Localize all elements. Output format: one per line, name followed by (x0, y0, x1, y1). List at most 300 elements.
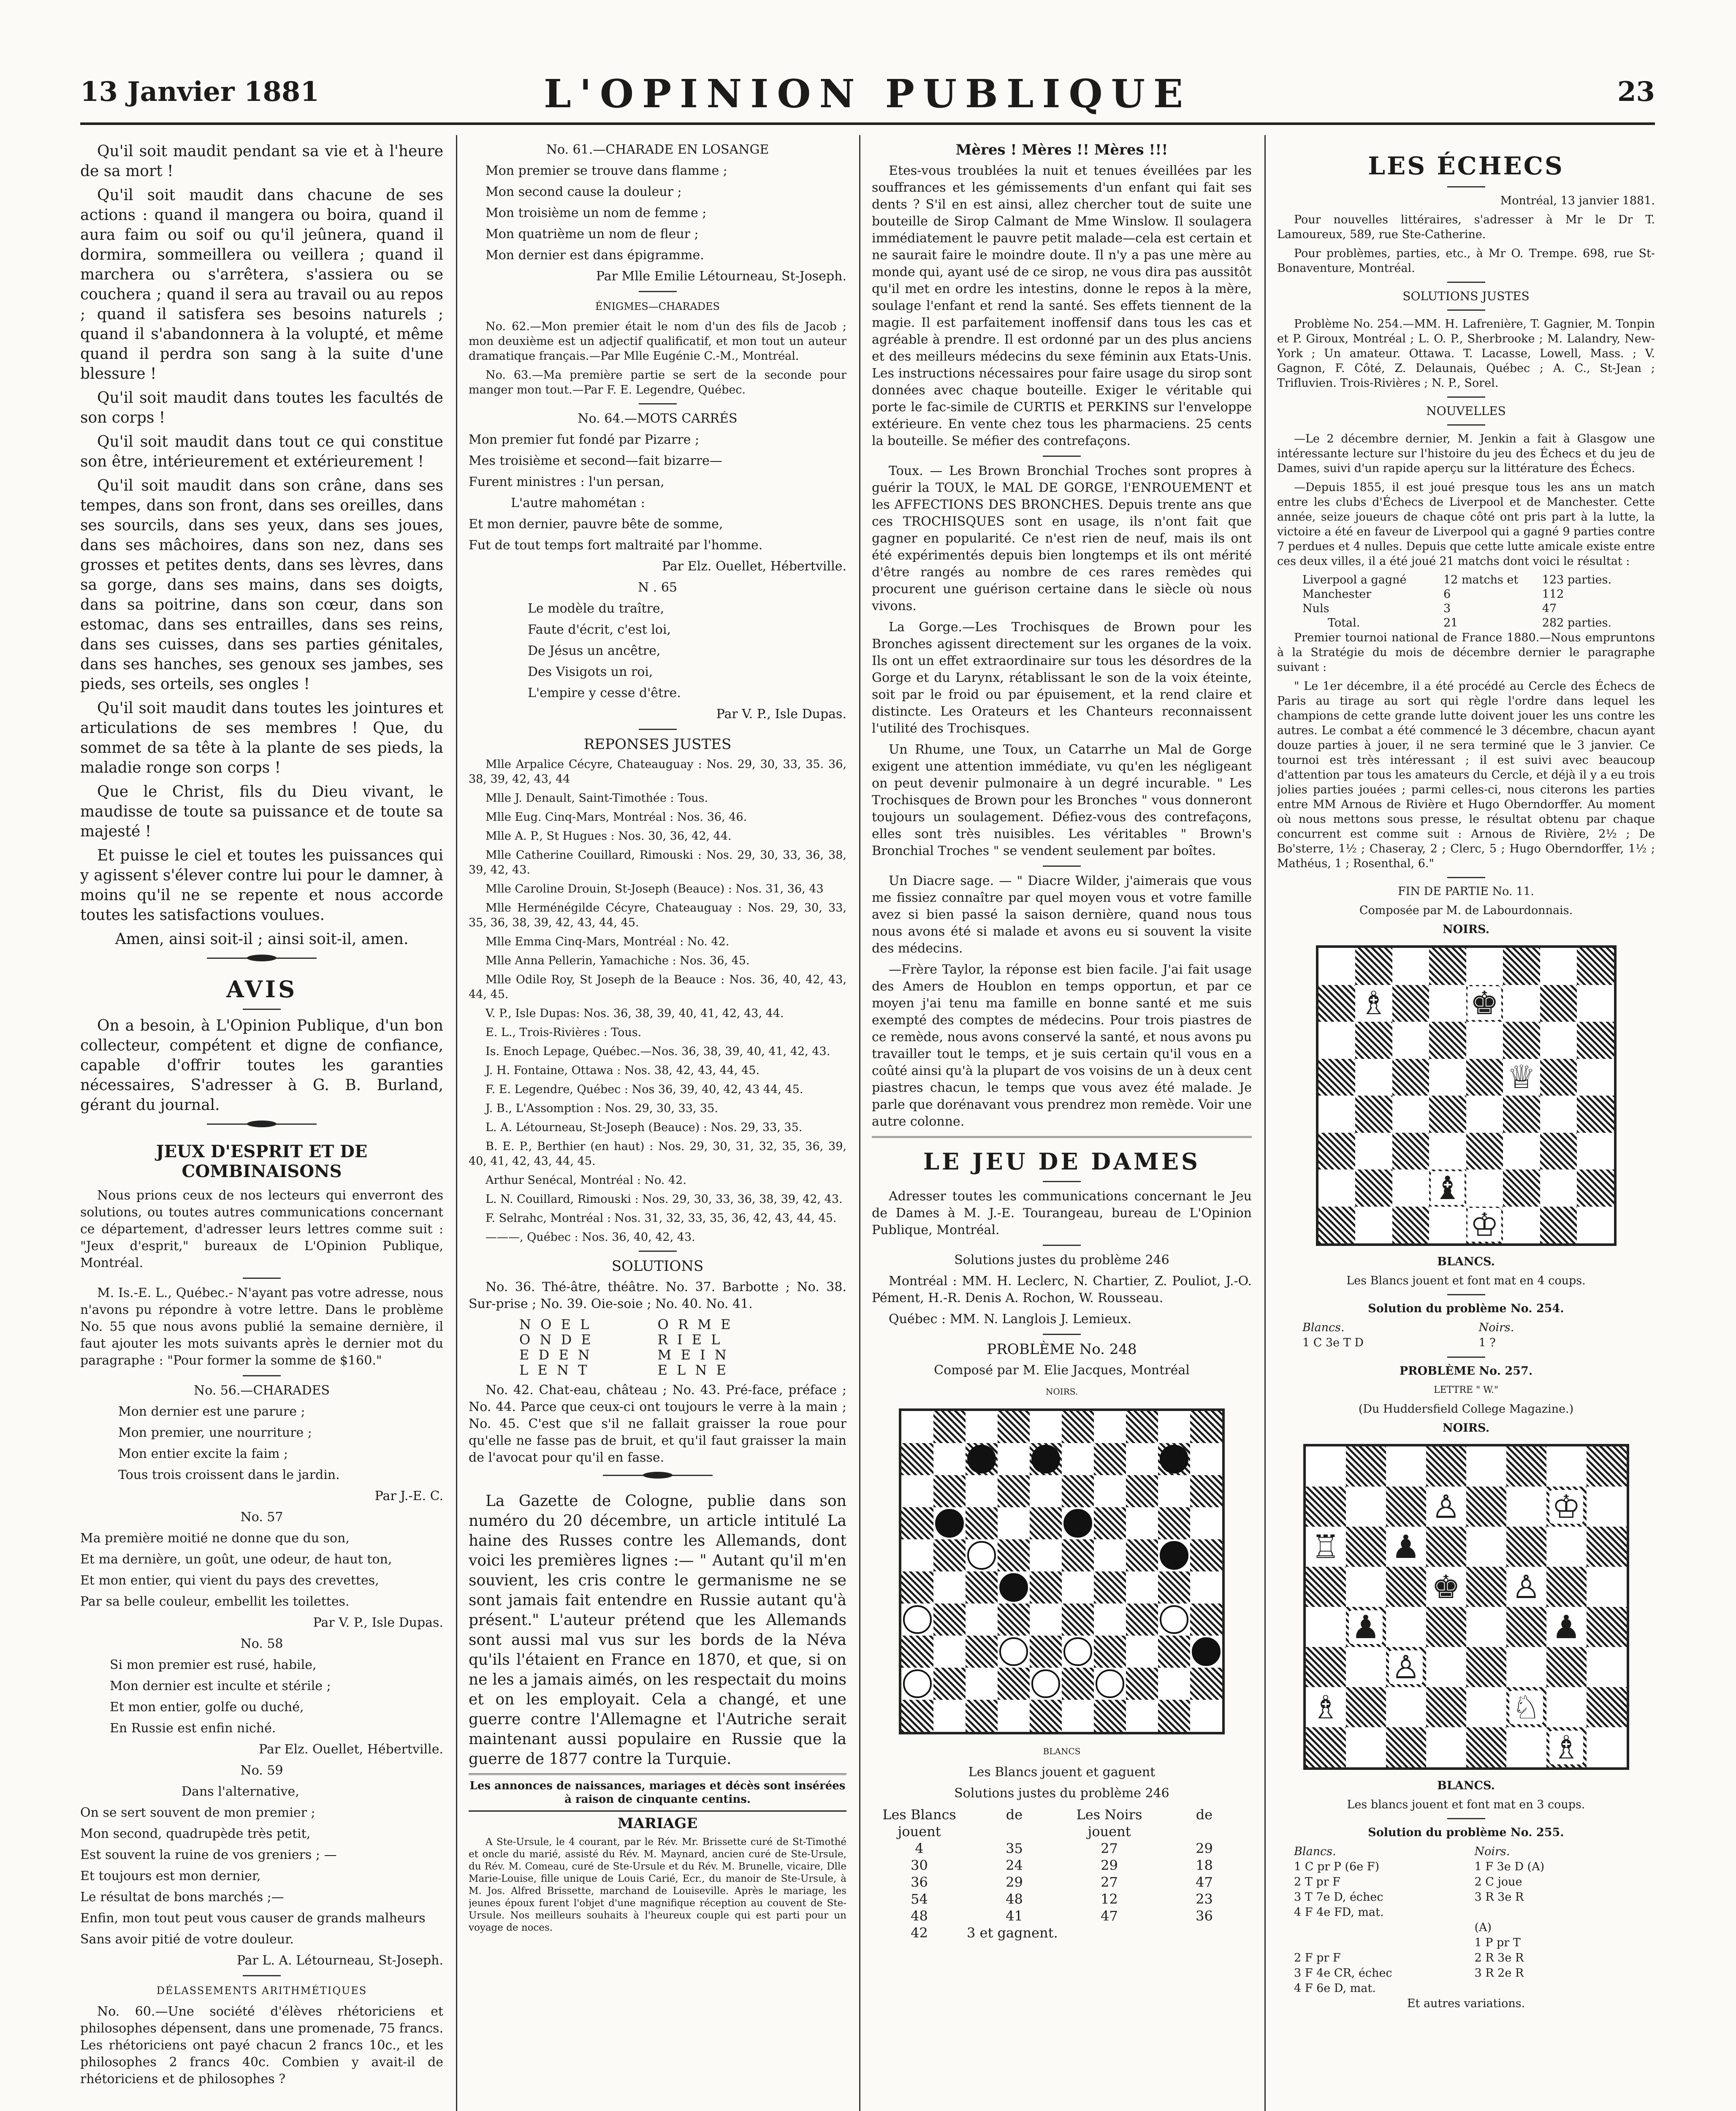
verse-line: Mes troisième et second—fait bizarre— (469, 453, 722, 468)
board-square (1190, 1636, 1222, 1668)
board-square (1540, 948, 1577, 985)
table-cell: 3 F 4e CR, échec (1294, 1967, 1392, 1980)
board-square (998, 1443, 1030, 1475)
board-square (1346, 1647, 1386, 1687)
mariage-heading: MARIAGE (617, 1815, 698, 1832)
board-square (1506, 1687, 1546, 1727)
meres-ad: Etes-vous troublées la nuit et tenues éveillées par les souffrances et les gémissements d'un enfant qui fait ses dents ? S'il en est ainsi, allez chercher tout de suite une bouteille de Sirop Calmant de Mme Winslow. Il soulagera immédiatement le pauvre petit malade—cela est certain et ne saurait faire le moindre doute. Il n'y a pas une mère au monde qui, ayant usé de ce sirop, ne vous dira pas aussitôt qu'il met en ordre les intestins, donne le repos à la mère, soulage l'enfant et rend la santé. Ses effets tiennent de la magie. Il est parfaitement inoffensif dans tous les cas et agréable à prendre. Il est ordonné par un des plus anciens et des meilleurs médecins du sexe féminin aux Etats-Unis. Les instructions nécessaires pour faire usage du sirop sont données avec chaque bouteille. Exiger le véritable qui porte le fac-simile de CURTIS et PERKINS sur l'enveloppe extérieure. En vente chez tous les pharmaciens. 25 cents la bouteille. Se méfier des contrefaçons. (872, 163, 1252, 448)
board-square (1392, 1207, 1429, 1244)
divider (1043, 1245, 1081, 1246)
board-square (1190, 1443, 1222, 1475)
header-rule (80, 122, 1655, 125)
white-label: BLANCS (1043, 1746, 1081, 1756)
riddle-57-title: No. 57 (240, 1510, 283, 1525)
board-square (1587, 1487, 1627, 1527)
board-square (1094, 1539, 1126, 1571)
list-item: Arthur Senécal, Montréal : No. 42. (486, 1174, 686, 1187)
board-square (1094, 1443, 1126, 1475)
table-cell (1294, 1935, 1475, 1951)
board-square (1386, 1567, 1426, 1607)
verse-line: Sans avoir pitié de votre douleur. (80, 1932, 294, 1947)
board-square (1062, 1443, 1094, 1475)
board-square (1094, 1411, 1126, 1443)
board-square (998, 1475, 1030, 1507)
square-row: L E N T (519, 1362, 590, 1378)
move-cell: 24 (1006, 1857, 1023, 1873)
board-square (1126, 1411, 1158, 1443)
problem-257-caption: Les blancs jouent et font mat en 3 coups. (1347, 1798, 1585, 1811)
board-square (1094, 1700, 1126, 1732)
board-square (1346, 1567, 1386, 1607)
table-header: Blancs. (1302, 1321, 1345, 1334)
board-square (1426, 1727, 1466, 1767)
black-pawn-icon: ♟ (1389, 1530, 1423, 1564)
verse-line: Mon premier fut fondé par Pizarre ; (469, 432, 700, 447)
white-pawn-icon: ♙ (1389, 1650, 1423, 1684)
board-square (1062, 1411, 1094, 1443)
board-square (901, 1604, 933, 1636)
list-item: Mlle Emma Cinq-Mars, Montréal : No. 42. (486, 935, 730, 948)
table-cell: Total. (1328, 616, 1360, 630)
board-square (1306, 1647, 1346, 1687)
news-item: —Le 2 décembre dernier, M. Jenkin a fait à Glasgow une intéressante lecture sur l'histoire du jeu des Échecs et du jeu de Dames, suivi d'un rapide aperçu sur la littérature des Échecs. (1277, 432, 1655, 475)
meres-heading: Mères ! Mères !! Mères !!! (955, 141, 1168, 158)
board-square (1466, 1727, 1506, 1767)
board-square (1506, 1647, 1546, 1687)
board-square (1503, 1059, 1540, 1096)
board-square (1546, 1487, 1587, 1527)
board-square (933, 1668, 966, 1700)
board-square (1318, 1022, 1356, 1059)
table-cell: 1 ? (1478, 1336, 1496, 1349)
board-square (1577, 985, 1614, 1022)
board-square (1429, 1133, 1466, 1170)
avis-heading: AVIS (226, 976, 298, 1003)
black-draught-piece (967, 1445, 995, 1473)
white-bishop-icon: ♗ (1309, 1690, 1343, 1724)
table-cell: 47 (1542, 602, 1557, 615)
board-square (901, 1571, 933, 1604)
board-square (901, 1668, 933, 1700)
column-1 (80, 141, 443, 2111)
table-header: Noirs. (1474, 1845, 1510, 1858)
board-square (1386, 1527, 1426, 1567)
table-cell: 3 (1443, 602, 1451, 615)
white-draught-piece (1031, 1669, 1060, 1698)
list-item: Mlle Arpalice Cécyre, Chateauguay : Nos. 29, 30, 33, 35. 36, 38, 39, 42, 43, 44 (469, 758, 846, 786)
board-square (1429, 1096, 1466, 1133)
list-item: Mlle Anna Pellerin, Yamachiche : Nos. 36, 45. (486, 954, 750, 967)
word-squares (469, 1317, 846, 1378)
chess-board-endgame (1316, 945, 1617, 1246)
board-square (1158, 1475, 1190, 1507)
board-square (933, 1475, 966, 1507)
board-square (1466, 1059, 1503, 1096)
move-cell: 47 (1196, 1874, 1213, 1890)
jeux-note: M. Is.-E. L., Québec.- N'ayant pas votre adresse, nous n'avons pu répondre à votre lettre. Dans le problème No. 55 que nous avons publié la semaine dernière, il faut ajouter les mots suivants après le dernier mot du paragraphe : "Pour former la somme de $160." (80, 1286, 443, 1368)
board-square (1355, 1207, 1392, 1244)
riddle-59-title: No. 59 (240, 1763, 283, 1778)
black-draught-piece (1031, 1445, 1060, 1473)
divider (639, 729, 677, 730)
board-square (1577, 948, 1614, 985)
board-square (1546, 1647, 1587, 1687)
table-cell: 123 parties. (1542, 573, 1612, 586)
divider (1043, 1181, 1081, 1182)
list-item: V. P., Isle Dupas: Nos. 36, 38, 39, 40, 41, 42, 43, 44. (486, 1007, 784, 1020)
table-cell: (A) (1474, 1921, 1492, 1934)
board-square (1190, 1668, 1222, 1700)
board-square (1546, 1567, 1587, 1607)
column-2 (469, 141, 846, 2111)
verse-line: Mon dernier est une parure ; (118, 1404, 305, 1419)
square-row: O R M E (657, 1316, 733, 1332)
echecs-heading: LES ÉCHECS (1368, 152, 1564, 180)
move-cell: 41 (1006, 1908, 1023, 1924)
board-square (1318, 1169, 1356, 1207)
table-cell: Manchester (1302, 588, 1372, 601)
white-draught-piece (999, 1637, 1028, 1666)
board-square (1346, 1527, 1386, 1567)
board-square (966, 1636, 998, 1668)
black-label: NOIRS. (1442, 923, 1490, 936)
black-pawn-icon: ♟ (1349, 1610, 1383, 1644)
square-row: E L N E (657, 1362, 729, 1378)
move-cell: 42 (911, 1925, 928, 1941)
board-square (1587, 1647, 1627, 1687)
verse-line: Des Visigots un roi, (528, 665, 653, 679)
board-square (966, 1604, 998, 1636)
board-square (1318, 1059, 1356, 1096)
list-item: F. Selrahc, Montréal : Nos. 31, 32, 33, 35, 36, 42, 43, 44, 45. (486, 1212, 837, 1225)
table-cell: 21 (1443, 616, 1458, 630)
board-square (1094, 1668, 1126, 1700)
black-draught-piece (999, 1573, 1028, 1601)
board-square (1158, 1539, 1190, 1571)
board-square (1094, 1507, 1126, 1539)
move-cell: 48 (1006, 1891, 1023, 1907)
move-cell: 30 (911, 1857, 928, 1873)
board-square (1392, 1133, 1429, 1170)
board-square (1355, 1059, 1392, 1096)
board-square (901, 1539, 933, 1571)
ornament-divider (207, 1123, 317, 1131)
move-cell: 47 (1101, 1908, 1118, 1924)
board-square (1426, 1446, 1466, 1487)
board-square (966, 1411, 998, 1443)
riddle-63: No. 63.—Ma première partie se sert de la seconde pour manger mon tout.—Par F. E. Legendre, Québec. (469, 369, 846, 396)
verse-line: Enfin, mon tout peut vous causer de grands malheurs (80, 1911, 426, 1926)
table-cell: Nuls (1302, 602, 1329, 615)
problem-257-subtitle: LETTRE " W." (1433, 1385, 1499, 1395)
divider (243, 1375, 281, 1376)
list-item: Mlle A. P., St Hugues : Nos. 30, 36, 42, 44. (486, 830, 732, 843)
moves-header: de (1196, 1807, 1213, 1823)
board-square (1062, 1604, 1094, 1636)
jeux-intro: Nous prions ceux de nos lecteurs qui enverront des solutions, ou toutes autres communications concernant ce département, d'adresser leurs lettres comme suit : "Jeux d'esprit," bureaux de L'Opinion Publique, Montréal. (80, 1188, 443, 1270)
square-row: M E I N (657, 1347, 729, 1363)
board-square (1466, 1687, 1506, 1727)
board-square (1466, 1096, 1503, 1133)
signature: Par Mlle Emilie Létourneau, St-Joseph. (596, 269, 846, 284)
board-square (1466, 948, 1503, 985)
black-draught-piece (1160, 1541, 1188, 1569)
verse-line: Mon premier, une nourriture ; (118, 1425, 312, 1440)
board-square (1346, 1607, 1386, 1647)
board-square (1540, 1022, 1577, 1059)
column-3 (872, 141, 1252, 2111)
board-square (1546, 1727, 1587, 1767)
move-cell: 29 (1101, 1857, 1118, 1873)
verse-line: Et toujours est mon dernier, (80, 1869, 261, 1883)
board-square (966, 1443, 998, 1475)
white-label: BLANCS. (1437, 1255, 1495, 1268)
move-cell: 29 (1006, 1874, 1023, 1890)
board-square (1158, 1604, 1190, 1636)
verse-line: En Russie est enfin niché. (110, 1721, 276, 1736)
table-cell: 1 C pr P (6e F) (1294, 1860, 1380, 1873)
board-square (1355, 948, 1392, 985)
problem-257-source: (Du Huddersfield College Magazine.) (1358, 1403, 1574, 1416)
charade-56-title: No. 56.—CHARADES (193, 1383, 330, 1398)
board-square (1030, 1571, 1062, 1604)
board-square (1158, 1700, 1190, 1732)
board-square (1540, 1169, 1577, 1207)
board-square (933, 1539, 966, 1571)
signature: Par Elz. Ouellet, Hébertville. (258, 1742, 443, 1757)
board-square (1190, 1475, 1222, 1507)
board-square (1392, 1059, 1429, 1096)
board-square (1503, 985, 1540, 1022)
board-square (1094, 1571, 1126, 1604)
board-square (1546, 1527, 1587, 1567)
board-square (1429, 1207, 1466, 1244)
board-square (901, 1636, 933, 1668)
board-square (1190, 1507, 1222, 1539)
echecs-intro: Pour problèmes, parties, etc., à Mr O. Trempe. 698, rue St-Bonaventure, Montréal. (1277, 247, 1655, 275)
dames-intro: Adresser toutes les communications concernant le Jeu de Dames à M. J.-E. Tourangeau, bureau de L'Opinion Publique, Montréal. (872, 1189, 1252, 1237)
list-item: Mlle Herménégilde Cécyre, Chateauguay : Nos. 29, 30, 33, 35, 36, 38, 39, 42, 43, 44, 45. (469, 901, 846, 929)
verse-line: Mon second cause la douleur ; (486, 185, 682, 199)
list-item: E. L., Trois-Rivières : Tous. (486, 1026, 642, 1039)
sol255-table (1277, 1844, 1655, 1996)
white-pawn-icon: ♙ (1509, 1570, 1543, 1604)
table-cell (1475, 1981, 1655, 1996)
board-square (1392, 1022, 1429, 1059)
board-square (1062, 1636, 1094, 1668)
board-square (1062, 1475, 1094, 1507)
black-bishop-icon: ♝ (1431, 1171, 1465, 1205)
board-square (1355, 1022, 1392, 1059)
ornament-divider (207, 958, 317, 966)
list-item: Mlle Caroline Drouin, St-Joseph (Beauce) : Nos. 31, 36, 43 (486, 882, 824, 895)
divider (1043, 456, 1081, 457)
board-square (1466, 1207, 1503, 1244)
black-draught-piece (935, 1509, 963, 1537)
board-square (1587, 1446, 1627, 1487)
verse-line: L'empire y cesse d'être. (528, 686, 681, 700)
column-divider-3 (1264, 135, 1266, 2111)
riddle-65-title: N . 65 (637, 580, 678, 595)
problem-60: No. 60.—Une société d'élèves rhétoriciens et philosophes dépensent, dans une promenade, 75 francs. Les rhétoriciens ont payé chacun 2 francs 10c., et les philosophes 2 francs 40c. Combien y avait-il de rhétoriciens et de philosophes ? (80, 2004, 443, 2087)
draughts-board (899, 1408, 1225, 1734)
riddle-58-title: No. 58 (240, 1636, 283, 1651)
paragraph: Qu'il soit maudit dans toutes les jointures et articulations de ses membres ! Que, du sommet de sa tête à la plante de ses pieds, la maladie ronge son corps ! (80, 700, 443, 776)
sol254-table (1277, 1320, 1655, 1351)
table-cell (1475, 1905, 1655, 1920)
board-square (1346, 1487, 1386, 1527)
board-square (1466, 1487, 1506, 1527)
board-square (1126, 1700, 1158, 1732)
board-square (1392, 1169, 1429, 1207)
move-cell: 27 (1101, 1874, 1118, 1890)
board-square (1306, 1607, 1346, 1647)
board-square (1306, 1727, 1346, 1767)
table-cell: 12 matchs et (1443, 573, 1519, 586)
board-square (901, 1475, 933, 1507)
board-square (1355, 1096, 1392, 1133)
board-square (998, 1507, 1030, 1539)
table-cell: 3 R 2e R (1474, 1967, 1524, 1980)
board-square (998, 1411, 1030, 1443)
board-square (1346, 1446, 1386, 1487)
board-square (1190, 1604, 1222, 1636)
board-square (1355, 1133, 1392, 1170)
board-square (1318, 1133, 1356, 1170)
board-square (1540, 1207, 1577, 1244)
list-item: L. N. Couillard, Rimouski : Nos. 29, 30, 33, 36, 38, 39, 42, 43. (486, 1193, 843, 1206)
board-square (901, 1507, 933, 1539)
solutions-heading: SOLUTIONS (611, 1258, 704, 1275)
board-square (1126, 1475, 1158, 1507)
board-square (1030, 1604, 1062, 1636)
board-square (1540, 1133, 1577, 1170)
white-bishop-icon: ♗ (1549, 1731, 1583, 1764)
nouvelles-heading: NOUVELLES (1426, 404, 1506, 418)
board-square (1346, 1687, 1386, 1727)
board-square (901, 1700, 933, 1732)
verse-line: De Jésus un ancêtre, (528, 643, 661, 658)
solutions-text: Problème No. 254.—MM. H. Lafrenière, T. Gagnier, M. Tonpin et P. Giroux, Montréal ; L. O. P., Sherbrooke ; M. Lalandry, New-York ; Un amateur. Ottawa. T. Lacasse, Lowell, Mass. ; V. Gagnon, F. Côté, Z. Delaunais, Québec ; A. C., St-Jean ; Trifluvien. Trois-Rivières ; N. P., Sorel. (1277, 317, 1655, 390)
board-square (1386, 1487, 1426, 1527)
list-item: L. A. Létourneau, St-Joseph (Beauce) : Nos. 29, 33, 35. (486, 1121, 803, 1134)
verse-line: Tous trois croissent dans le jardin. (118, 1468, 340, 1482)
white-draught-piece (1063, 1637, 1092, 1666)
board-square (933, 1411, 966, 1443)
divider (1447, 424, 1485, 426)
move-cell: 23 (1196, 1891, 1213, 1907)
board-square (933, 1604, 966, 1636)
move-cell: 54 (911, 1891, 928, 1907)
table-cell: 282 parties. (1542, 616, 1612, 630)
board-square (1306, 1487, 1346, 1527)
paragraph: Qu'il soit maudit dans tout ce qui constitue son être, intérieurement et extérieurement ! (80, 433, 443, 470)
board-square (1426, 1687, 1466, 1727)
board-square (1158, 1668, 1190, 1700)
board-square (1318, 1207, 1356, 1244)
board-square (1587, 1687, 1627, 1727)
verse-line: Et mon dernier, pauvre bête de somme, (469, 517, 723, 532)
verse-line: Dans l'alternative, (182, 1784, 299, 1799)
verse-line: Le modèle du traître, (528, 601, 665, 616)
board-square (1466, 985, 1503, 1022)
echecs-intro: Pour nouvelles littéraires, s'adresser à Mr le Dr T. Lamoureux, 589, rue Ste-Catherine. (1277, 213, 1655, 241)
issue-date: 13 Janvier 1881 (80, 76, 319, 108)
ornament-divider (603, 1475, 713, 1483)
divider (1447, 186, 1485, 187)
board-square (1577, 1059, 1614, 1096)
board-square (966, 1539, 998, 1571)
board-square (1466, 1567, 1506, 1607)
divider (639, 403, 677, 404)
black-label: NOIRS. (1442, 1422, 1490, 1435)
white-draught-piece (903, 1669, 931, 1698)
board-square (1126, 1507, 1158, 1539)
black-king-icon: ♚ (1467, 986, 1501, 1020)
table-cell: 2 F pr F (1294, 1951, 1341, 1964)
board-square (1094, 1475, 1126, 1507)
board-square (998, 1636, 1030, 1668)
table-cell: 2 C joue (1474, 1875, 1522, 1889)
board-square (1306, 1446, 1346, 1487)
board-square (998, 1571, 1030, 1604)
divider (243, 1278, 281, 1279)
board-square (1062, 1668, 1094, 1700)
board-square (1506, 1487, 1546, 1527)
white-king-icon: ♔ (1467, 1208, 1501, 1242)
board-square (1429, 1169, 1466, 1207)
board-square (1126, 1539, 1158, 1571)
board-square (1355, 1169, 1392, 1207)
board-square (1429, 1022, 1466, 1059)
paragraph: Qu'il soit maudit dans son crâne, dans ses tempes, dans son front, dans ses oreilles, dans ses sourcils, dans ses yeux, dans ses joues, dans ses mâchoires, dans son nez, dans ses grosses et petites dents, dans ses lèvres, dans sa gorge, dans ses mains, dans ses doigts, dans sa poitrine, dans son cœur, dans son estomac, dans ses entrailles, dans ses reins, dans ses cuisses, dans ses parties génitales, dans ses hanches, ses genoux ses jambes, ses pieds, ses orteils, ses ongles ! (80, 477, 443, 693)
divider (243, 1009, 281, 1010)
board-square (966, 1700, 998, 1732)
verse-line: Furent ministres : l'un persan, (469, 475, 665, 489)
enigmes-heading: ÉNIGMES—CHARADES (595, 301, 720, 312)
gorge-ad: La Gorge.—Les Trochisques de Brown pour les Bronches agissent directement sur les organes de la voix. Ils ont un effet extraordinaire sur tous les désordres de la Gorge et du Larynx, rétablissant le son de la voix éteinte, soit par le froid ou par épuisement, et la rend claire et distincte. Les Orateurs et les Chanteurs reconnaissent l'utilité des Trochisques. (872, 620, 1252, 736)
table-header: Noirs. (1478, 1321, 1514, 1334)
verse-line: Et mon entier, qui vient du pays des crevettes, (80, 1573, 379, 1588)
board-square (1506, 1727, 1546, 1767)
square-row: N O E L (519, 1316, 592, 1332)
gazette-article: La Gazette de Cologne, publie dans son numéro du 20 décembre, un article intitulé La haine des Russes contre les Allemands, dont voici les premières lignes :— " Autant qu'il m'en souvient, les cris contre le germanisme ne se sont jamais fait entendre en Russie autant qu'à présent." L'auteur prétend que les Allemands sont aussi mal vus sur les bords de la Néva qu'ils l'étaient en France en 1870, et que, si on ne les a jamais aimés, on les respectait du moins et on les employait. Cela a changé, et une guerre contre l'Allemagne et l'Autriche serait maintenant aussi populaire en Russie que la guerre de 1877 contre la Turquie. (469, 1492, 846, 1768)
sol246-text: Québec : MM. N. Langlois J. Lemieux. (889, 1312, 1132, 1327)
board-square (1587, 1527, 1627, 1567)
white-queen-icon: ♕ (1505, 1060, 1538, 1094)
black-king-icon: ♚ (1429, 1570, 1463, 1604)
board-square (1030, 1443, 1062, 1475)
black-label: NOIRS. (1045, 1387, 1078, 1397)
moves-header: Les Blancs jouent (882, 1807, 956, 1840)
board-square (1540, 985, 1577, 1022)
board-square (1506, 1567, 1546, 1607)
table-cell (1294, 1920, 1475, 1935)
table-cell: 4 F 6e D, mat. (1294, 1982, 1376, 1995)
table-cell: 1 C 3e T D (1302, 1336, 1364, 1349)
board-square (1426, 1487, 1466, 1527)
board-square (998, 1604, 1030, 1636)
board-square (1503, 1169, 1540, 1207)
draughts-caption: Les Blancs jouent et gaguent (968, 1765, 1156, 1780)
board-square (1392, 985, 1429, 1022)
table-cell: 3 T 7e D, échec (1294, 1891, 1383, 1904)
board-square (1577, 1207, 1614, 1244)
board-square (1577, 1022, 1614, 1059)
board-square (1318, 1096, 1356, 1133)
verse-line: Mon premier se trouve dans flamme ; (486, 163, 727, 178)
board-square (1030, 1668, 1062, 1700)
